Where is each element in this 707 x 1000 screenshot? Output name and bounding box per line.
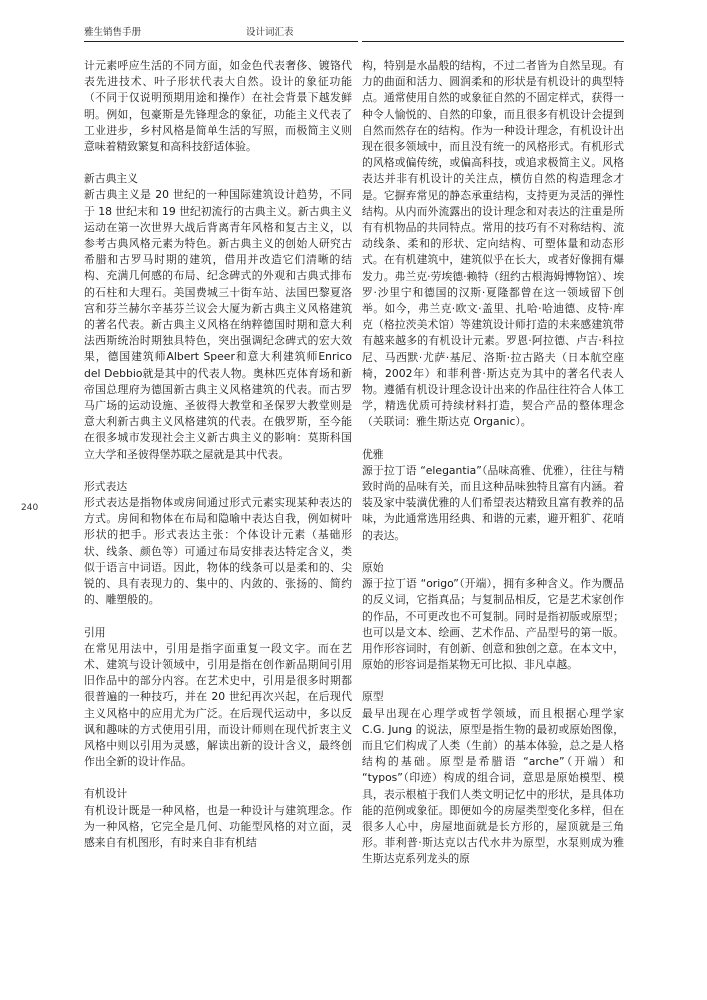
section-heading: 形式表达 [84, 479, 128, 493]
page-number: 240 [21, 503, 39, 513]
section-body: 在常见用法中，引用是指字面重复一段文字。而在艺术、建筑与设计领域中，引用是指在创作新品期间引用旧作品中的部分内容。在艺术史中，引用是很多时期都很普遍的一种技巧，并在 20 世纪再次兴起，在后现代主义风格中的应用尤为广泛。在后现代运动中，多以反讽和趣味的方式使用引用，而设计师则在现代折衷主义风格中则以引用为灵感，解读出新的设计含义，最终创作出全新的设计作品。 [84, 641, 352, 769]
section-heading: 有机设计 [84, 787, 128, 801]
section-body: 新古典主义是 20 世纪的一种国际建筑设计趋势，不同于 18 世纪末和 19 世纪初流行的古典主义。新古典主义运动在第一次世界大战后背离青年风格和复古主义，以参考古典风格元素为特色。新古典主义的创始人研究古希腊和古罗马时期的建筑，借用并改造它们清晰的结构、充满几何感的布局、纪念碑式的外观和古典式排布的石柱和大理石。美国费城三十街车站、法国巴黎夏洛宫和芬兰赫尔辛基芬兰议会大厦为新古典主义风格建筑的著名代表。新古典主义风格在纳粹德国时期和意大利法西斯统治时期独具特色，突出强调纪念碑式的宏大效果，德国建筑师Albert Speer和意大利建筑师Enrico del Debbio就是其中的代表人物。奥林匹克体育场和新帝国总理府为德国新古典主义风格建筑的代表。而古罗马广场的运动设施、圣彼得大教堂和圣保罗大教堂则是意大利新古典主义风格建筑的代表。在俄罗斯，至今能在很多城市发现社会主义新古典主义的影响：莫斯科国立大学和圣彼得堡苏联之屋就是其中代表。 [84, 188, 352, 461]
section-body: 形式表达是指物体或房间通过形式元素实现某种表达的方式。房间和物体在布局和隐喻中表达自我，例如树叶形状的把手。形式表达主张：个体设计元素（基础形状、线条、颜色等）可通过布局安排表达特定含义，类似于语言中词语。因此，物体的线条可以是柔和的、尖锐的、具有表现力的、集中的、内敛的、张扬的、简约的、雕塑般的。 [84, 496, 352, 607]
section-body: 有机设计既是一种风格，也是一种设计与建筑理念。作为一种风格，它完全是几何、功能型风格的对立面，灵感来自有机图形，有时来自非有机结 [84, 803, 352, 849]
section-body: 源于拉丁语 “origo”（开端），拥有多种含义。作为赝品的反义词，它指真品；与复制品相反，它是艺术家创作的作品，不可更改也不可复制。同时是指初版或原型；也可以是文本、绘画、艺术作品、产品型号的第一版。用作形容词时，有创新、创意和独创之意。在本文中，原始的形容词是指某物无可比拟、非凡卓越。 [362, 577, 624, 672]
continuation-paragraph: 构，特别是水晶般的结构，不过二者皆为自然呈现。有力的曲面和活力、圆润柔和的形状是有机设计的典型特点。通常使用自然的或象征自然的不固定样式，获得一种令人愉悦的、自然的印象，而且很多有机设计会提到自然而然存在的结构。作为一种设计理念，有机设计出现在很多领域中，而且没有统一的风格形式。有机形式的风格或偏传统，或偏高科技，或追求极简主义。风格表达并非有机设计的关注点，横仿自然的构造理念才是。它摒弃常见的静态承重结构，支持更为灵活的弹性结构。从内而外流露出的设计理念和对表达的注重是所有有机物品的共同特点。常用的技巧有不对称结构、流动线条、柔和的形状、定向结构、可塑体量和动态形式。在有机建筑中，建筑似乎在长大，或者好像拥有爆发力。弗兰克·劳埃德·赖特（纽约古根海姆博物馆）、埃罗·沙里宁和德国的汉斯·夏隆都曾在这一领域留下创举。如今，弗兰克·欧文·盖里、扎哈·哈迪德、皮特·库克（格拉茨美术馆）等建筑设计师打造的未来感建筑带有越来越多的有机设计元素。罗恩·阿拉德、卢吉·科拉尼、马西默·尤萨·基尼、洛斯·拉古路夫（日本航空座椅，2002年）和菲利普·斯达克为其中的著名代表人物。遵循有机设计理念设计出来的作品往往符合人体工学，精选优质可持续材料打造，契合产品的整体理念（关联词：雅生斯达克 Organic）。 [362, 59, 624, 429]
right-column [362, 58, 624, 868]
section-body: 最早出现在心理学或哲学领域，而且根据心理学家 C.G. Jung 的说法，原型是指生物的最初或原始图像，而且它们构成了人类（生前）的基本体验，总之是人格结构的基础。原型是希腊语 “arche”（开端）和 “typos”（印迹）构成的组合词，意思是原始模型、模具，表示根植于我们人类文明记忆中的形状，是具体功能的范例或象征。即便如今的房屋类型变化多样，但在很多人心中，房屋地面就是长方形的，屋顶就是三角形。菲利普·斯达克以古代水井为原型，水泵则成为雅生斯达克系列龙头的原 [362, 706, 624, 866]
section-heading: 新古典主义 [84, 172, 138, 186]
header-rule-right [362, 41, 624, 42]
section-heading: 原始 [362, 560, 384, 574]
section-heading: 优雅 [362, 447, 384, 461]
section-heading: 原型 [362, 690, 384, 704]
header-book-title: 雅生销售手册 [84, 27, 142, 38]
running-header [84, 24, 624, 38]
header-rule-left [84, 41, 358, 42]
section-heading: 引用 [84, 625, 106, 639]
section-body: 源于拉丁语 “elegantia”（品味高雅、优雅），往往与精致时尚的品味有关，而且这种品味独特且富有内涵。着装及家中装潢优雅的人们希望表达精致且富有教养的品味，为此通常选用经典、和谐的元素，避开粗犷、花哨的表达。 [362, 463, 624, 542]
header-chapter-title: 设计词汇表 [246, 27, 294, 38]
left-column [84, 58, 352, 851]
intro-paragraph: 计元素呼应生活的不同方面，如金色代表奢侈、镀铬代表先进技术、叶子形状代表大自然。设计的象征功能（不同于仅说明预期用途和操作）在社会背景下越发鲜明。例如，包豪斯是先锋理念的象征，功能主义代表了工业进步，乡村风格是简单生活的写照，而极简主义则意味着精致繁复和高科技舒适体验。 [84, 59, 352, 154]
